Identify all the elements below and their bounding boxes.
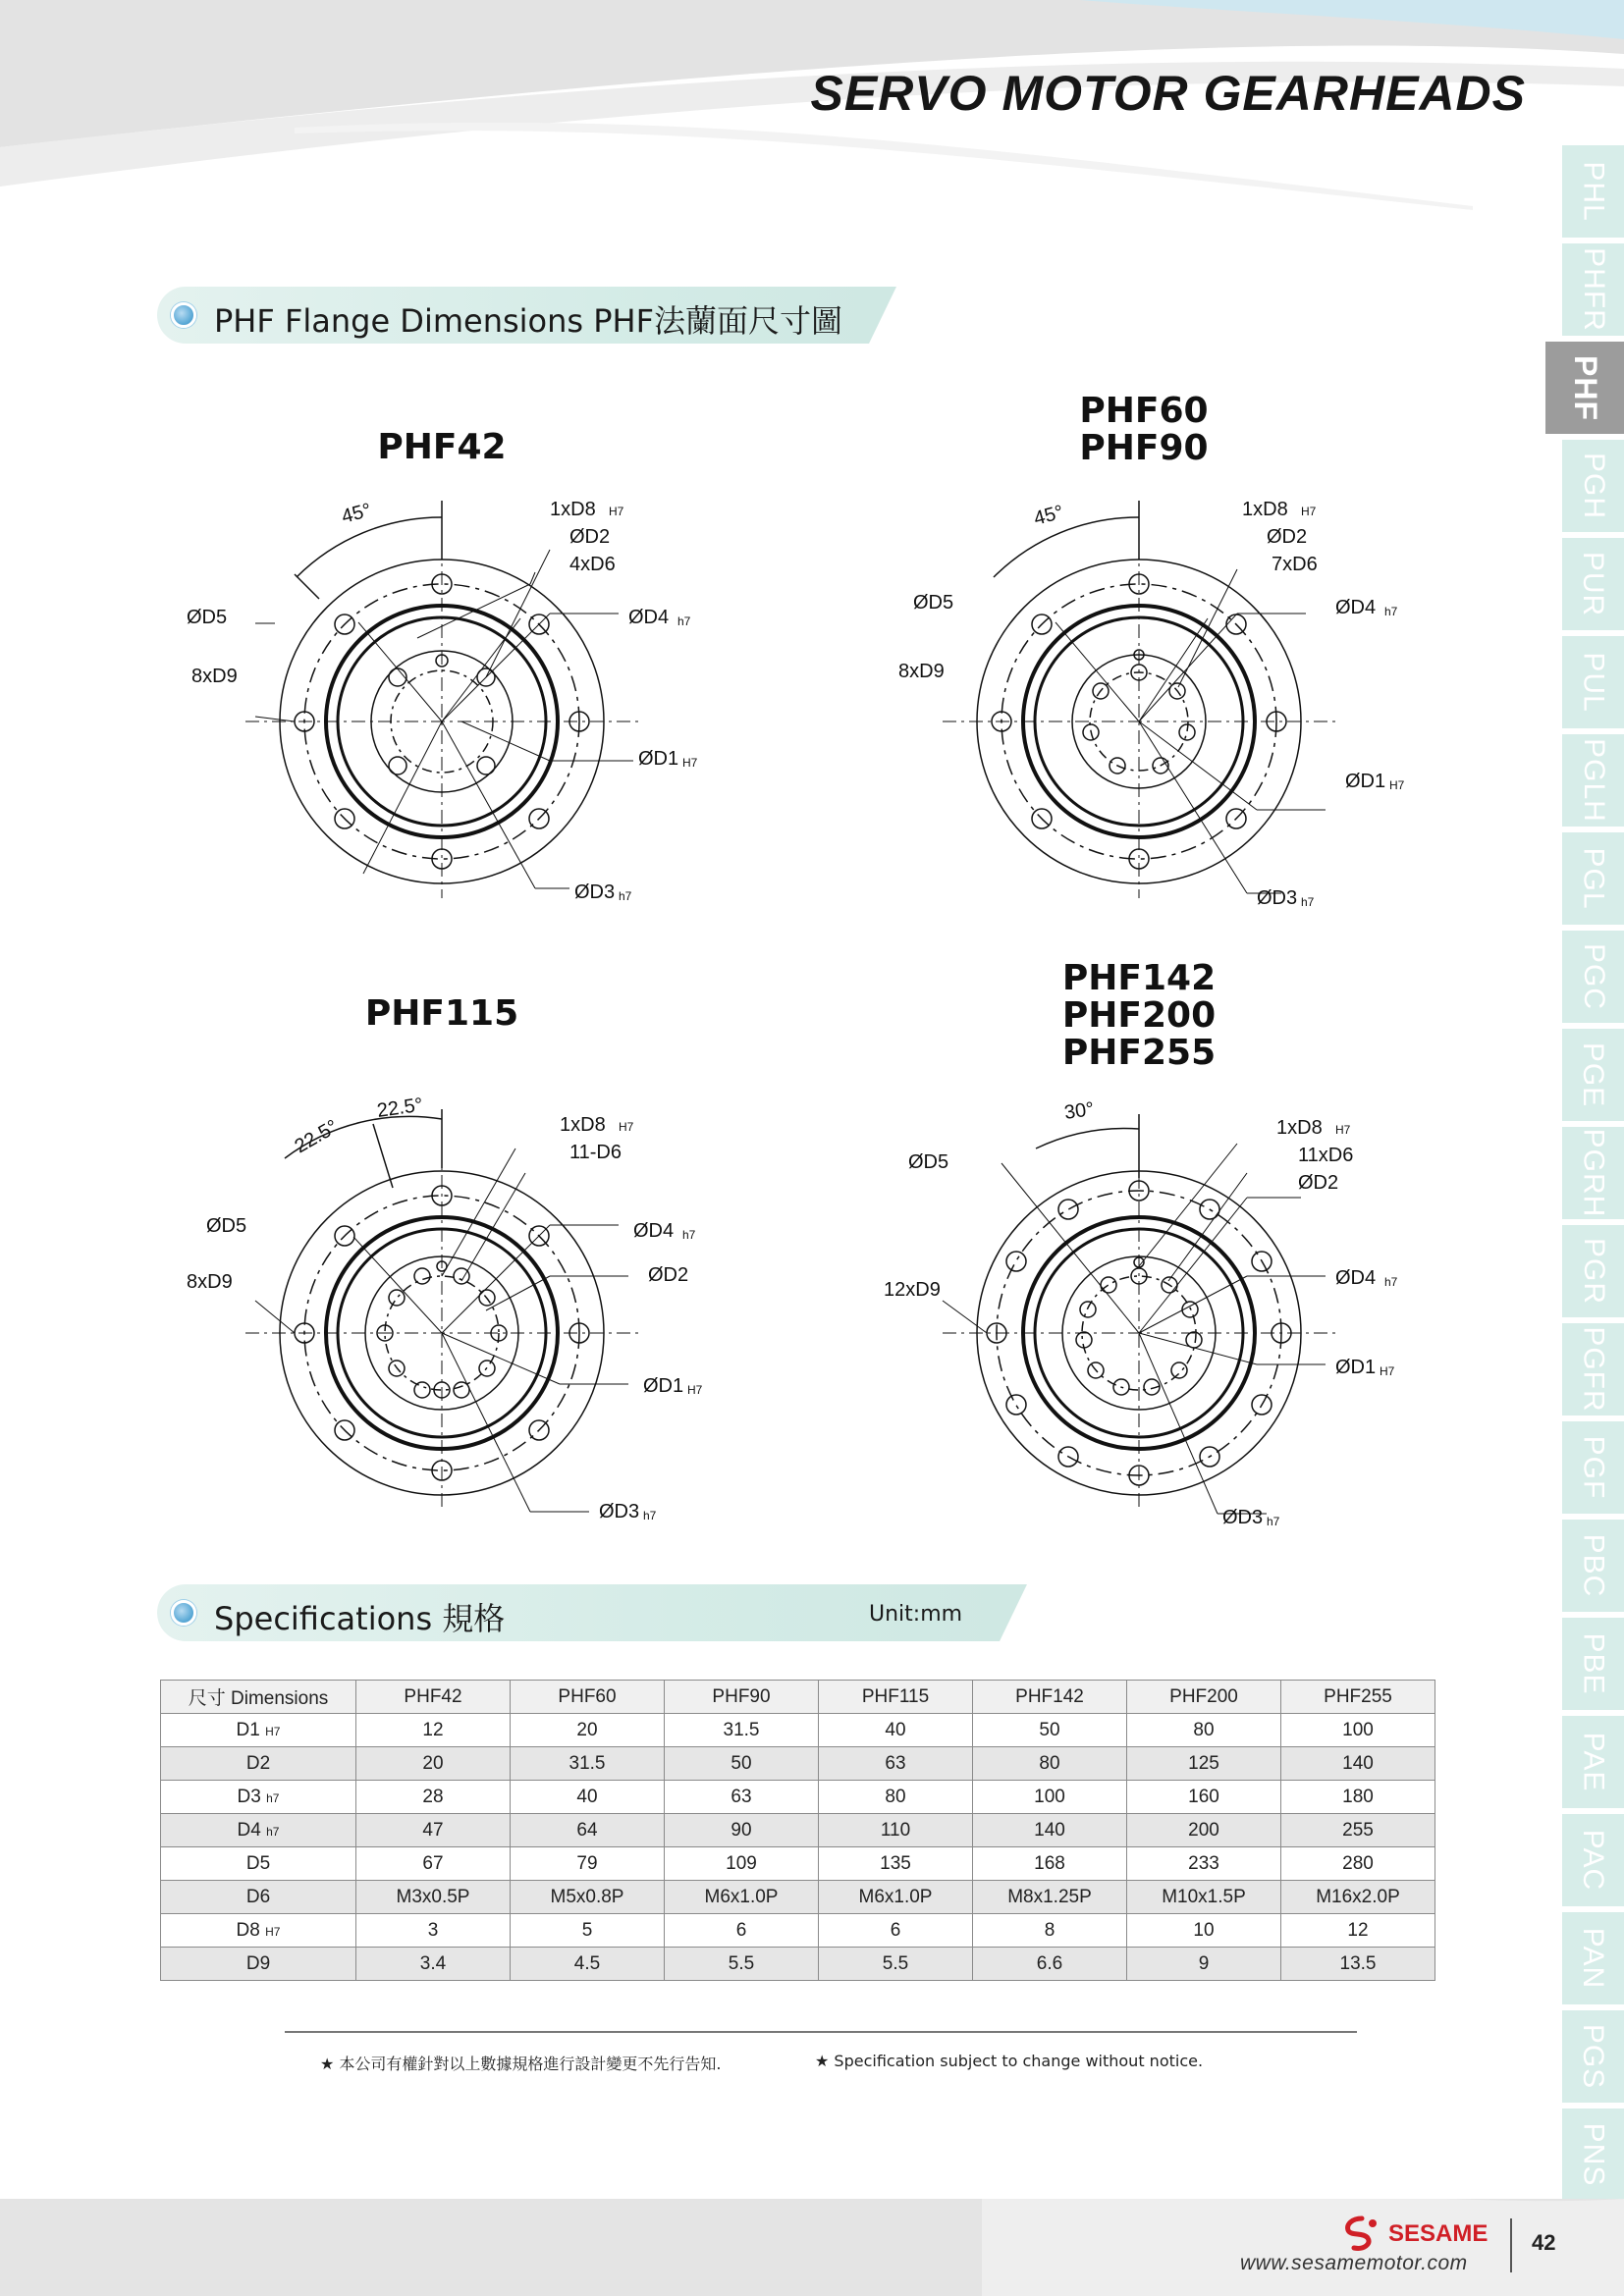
svg-text:h7: h7 — [1384, 1275, 1398, 1289]
table-cell: 67 — [356, 1847, 511, 1881]
table-cell: 100 — [1281, 1714, 1435, 1747]
row-label: D1 H7 — [161, 1714, 356, 1747]
table-cell: M3x0.5P — [356, 1881, 511, 1914]
row-label: D8 H7 — [161, 1914, 356, 1948]
tab-phl[interactable]: PHL — [1562, 145, 1624, 238]
label-d5: ØD5 — [187, 607, 228, 628]
row-label: D2 — [161, 1747, 356, 1781]
tab-pgh[interactable]: PGH — [1562, 440, 1624, 532]
label-d9: 12xD9 — [884, 1279, 941, 1301]
tab-phfr[interactable]: PHFR — [1562, 243, 1624, 336]
label-d3: ØD3 — [599, 1501, 640, 1522]
table-cell: 28 — [356, 1781, 511, 1814]
bullet-icon — [171, 1600, 196, 1626]
svg-text:H7: H7 — [1380, 1364, 1395, 1378]
sesame-logo-icon — [1340, 2215, 1383, 2254]
svg-text:H7: H7 — [1301, 505, 1317, 518]
table-row — [161, 1881, 1435, 1914]
label-d2: ØD2 — [1298, 1172, 1339, 1194]
header-title: SERVO MOTOR GEARHEADS — [810, 66, 1526, 121]
label-d1: ØD1 — [638, 748, 679, 770]
table-cell: 5.5 — [665, 1948, 819, 1981]
table-cell: 180 — [1281, 1781, 1435, 1814]
table-header-cell: PHF115 — [819, 1681, 973, 1714]
svg-text:H7: H7 — [619, 1120, 634, 1134]
label-d4: ØD4 — [1335, 597, 1377, 618]
label-d8: 1xD8 — [1276, 1117, 1323, 1139]
table-cell: 50 — [665, 1747, 819, 1781]
table-cell: 3.4 — [356, 1948, 511, 1981]
table-cell: M10x1.5P — [1127, 1881, 1281, 1914]
table-cell: 40 — [819, 1714, 973, 1747]
table-cell: 80 — [1127, 1714, 1281, 1747]
label-d1: ØD1 — [1345, 771, 1386, 792]
row-label: D9 — [161, 1948, 356, 1981]
table-cell: 5.5 — [819, 1948, 973, 1981]
table-cell: M5x0.8P — [511, 1881, 665, 1914]
table-cell: 80 — [819, 1781, 973, 1814]
brand-name: SESAME — [1388, 2220, 1489, 2247]
row-label: D4 h7 — [161, 1814, 356, 1847]
svg-text:h7: h7 — [1301, 895, 1315, 909]
tab-pgr[interactable]: PGR — [1562, 1225, 1624, 1317]
label-d8: 1xD8 — [560, 1114, 606, 1136]
drawing-phf60 — [844, 486, 1434, 923]
flange-section-title: PHF Flange Dimensions PHF法蘭面尺寸圖 — [214, 302, 843, 340]
table-row — [161, 1781, 1435, 1814]
angle-label: 45° — [1031, 501, 1066, 530]
table-cell: 4.5 — [511, 1948, 665, 1981]
label-d3: ØD3 — [1222, 1507, 1264, 1528]
table-header-cell: PHF142 — [973, 1681, 1127, 1714]
table-cell: 140 — [1281, 1747, 1435, 1781]
label-d6: 4xD6 — [569, 554, 616, 575]
flange-section-header — [157, 287, 869, 344]
tab-pul[interactable]: PUL — [1562, 636, 1624, 728]
notice-en: ★ Specification subject to change without notice. — [815, 2052, 1204, 2070]
table-cell: 140 — [973, 1814, 1127, 1847]
angle-label-2: 22.5° — [375, 1094, 425, 1122]
svg-text:h7: h7 — [619, 889, 632, 903]
table-cell: 64 — [511, 1814, 665, 1847]
tab-pglh[interactable]: PGLH — [1562, 734, 1624, 827]
table-cell: 5 — [511, 1914, 665, 1948]
tab-pbe[interactable]: PBE — [1562, 1618, 1624, 1710]
label-d5: ØD5 — [908, 1151, 949, 1173]
tab-pan[interactable]: PAN — [1562, 1912, 1624, 2004]
footer-divider — [285, 2031, 1357, 2033]
model-label-phf142-group: PHF142 PHF200 PHF255 — [1061, 958, 1217, 1073]
svg-text:h7: h7 — [643, 1509, 657, 1522]
table-cell: 63 — [819, 1747, 973, 1781]
table-cell: 109 — [665, 1847, 819, 1881]
table-cell: 6 — [665, 1914, 819, 1948]
label-d9: 8xD9 — [898, 661, 945, 682]
table-cell: 80 — [973, 1747, 1127, 1781]
tab-pgs[interactable]: PGS — [1562, 2010, 1624, 2103]
table-cell: 6 — [819, 1914, 973, 1948]
svg-text:H7: H7 — [609, 505, 624, 518]
table-cell: 50 — [973, 1714, 1127, 1747]
table-header-row — [161, 1681, 1435, 1714]
label-d3: ØD3 — [1257, 887, 1298, 909]
table-cell: 8 — [973, 1914, 1127, 1948]
notice-zh: ★ 本公司有權針對以上數據規格進行設計變更不先行告知. — [320, 2055, 722, 2073]
table-cell: 13.5 — [1281, 1948, 1435, 1981]
table-cell: 200 — [1127, 1814, 1281, 1847]
table-cell: 110 — [819, 1814, 973, 1847]
unit-label: Unit:mm — [869, 1602, 963, 1627]
row-label: D3 h7 — [161, 1781, 356, 1814]
page-separator — [1510, 2218, 1512, 2272]
table-header-cell: PHF255 — [1281, 1681, 1435, 1714]
table-cell: 6.6 — [973, 1948, 1127, 1981]
svg-text:H7: H7 — [1335, 1123, 1351, 1137]
tab-pgc[interactable]: PGC — [1562, 931, 1624, 1023]
side-tabs — [1562, 145, 1624, 2207]
svg-text:H7: H7 — [682, 756, 698, 770]
label-d8: 1xD8 — [1242, 499, 1288, 520]
tab-pgl[interactable]: PGL — [1562, 832, 1624, 925]
angle-label: 30° — [1062, 1097, 1096, 1124]
table-row — [161, 1948, 1435, 1981]
label-d1: ØD1 — [643, 1375, 684, 1397]
table-header-cell: PHF60 — [511, 1681, 665, 1714]
label-d2: ØD2 — [569, 526, 611, 548]
spec-section-header — [157, 1584, 1000, 1641]
svg-text:h7: h7 — [1384, 605, 1398, 618]
label-d4: ØD4 — [628, 607, 670, 628]
drawing-phf142 — [844, 1080, 1434, 1531]
label-d9: 8xD9 — [191, 666, 238, 687]
table-cell: 10 — [1127, 1914, 1281, 1948]
table-cell: M16x2.0P — [1281, 1881, 1435, 1914]
table-cell: 125 — [1127, 1747, 1281, 1781]
table-cell: 100 — [973, 1781, 1127, 1814]
label-d2: ØD2 — [648, 1264, 689, 1286]
svg-text:H7: H7 — [1389, 778, 1405, 792]
table-row — [161, 1914, 1435, 1948]
label-d6: 11xD6 — [1298, 1145, 1354, 1166]
row-label: D6 — [161, 1881, 356, 1914]
table-cell: 12 — [356, 1714, 511, 1747]
table-header-cell: PHF90 — [665, 1681, 819, 1714]
table-header-cell: PHF42 — [356, 1681, 511, 1714]
tab-pgfr[interactable]: PGFR — [1562, 1323, 1624, 1415]
table-cell: 255 — [1281, 1814, 1435, 1847]
table-cell: M6x1.0P — [819, 1881, 973, 1914]
label-d4: ØD4 — [633, 1220, 675, 1242]
table-cell: 47 — [356, 1814, 511, 1847]
table-cell: 168 — [973, 1847, 1127, 1881]
table-cell: 280 — [1281, 1847, 1435, 1881]
table-cell: 12 — [1281, 1914, 1435, 1948]
table-row — [161, 1847, 1435, 1881]
label-d9: 8xD9 — [187, 1271, 233, 1293]
model-label-phf60-group: PHF60 PHF90 — [1079, 391, 1209, 468]
table-cell: 40 — [511, 1781, 665, 1814]
table-cell: M6x1.0P — [665, 1881, 819, 1914]
row-label: D5 — [161, 1847, 356, 1881]
table-header-cell: PHF200 — [1127, 1681, 1281, 1714]
table-row — [161, 1714, 1435, 1747]
label-d3: ØD3 — [574, 881, 616, 903]
tab-pge[interactable]: PGE — [1562, 1029, 1624, 1121]
svg-text:h7: h7 — [677, 614, 691, 628]
label-d6: 7xD6 — [1272, 554, 1318, 575]
table-cell: M8x1.25P — [973, 1881, 1127, 1914]
table-row — [161, 1747, 1435, 1781]
table-cell: 135 — [819, 1847, 973, 1881]
label-d1: ØD1 — [1335, 1357, 1377, 1378]
drawing-phf115 — [157, 1080, 746, 1531]
table-cell: 160 — [1127, 1781, 1281, 1814]
table-cell: 90 — [665, 1814, 819, 1847]
table-cell: 3 — [356, 1914, 511, 1948]
label-d5: ØD5 — [206, 1215, 247, 1237]
svg-text:h7: h7 — [1267, 1515, 1280, 1528]
label-d2: ØD2 — [1267, 526, 1308, 548]
bullet-icon — [171, 302, 196, 328]
table-header-cell: 尺寸 Dimensions — [161, 1681, 356, 1714]
table-cell: 9 — [1127, 1948, 1281, 1981]
spec-table — [160, 1680, 1435, 1981]
table-cell: 20 — [356, 1747, 511, 1781]
drawing-phf42 — [157, 486, 746, 923]
table-cell: 79 — [511, 1847, 665, 1881]
model-label-phf42: PHF42 — [377, 427, 507, 467]
tab-pns[interactable]: PNS — [1562, 2109, 1624, 2201]
table-cell: 20 — [511, 1714, 665, 1747]
table-cell: 31.5 — [665, 1714, 819, 1747]
tab-pbc[interactable]: PBC — [1562, 1520, 1624, 1612]
model-label-phf115: PHF115 — [364, 993, 519, 1034]
svg-text:h7: h7 — [682, 1228, 696, 1242]
tab-pae[interactable]: PAE — [1562, 1716, 1624, 1808]
table-row — [161, 1814, 1435, 1847]
angle-label: 22.5° — [291, 1115, 343, 1158]
spec-section-title: Specifications 規格 — [214, 1600, 506, 1637]
tab-pgrh[interactable]: PGRH — [1562, 1127, 1624, 1219]
table-cell: 31.5 — [511, 1747, 665, 1781]
label-d8: 1xD8 — [550, 499, 596, 520]
tab-pur[interactable]: PUR — [1562, 538, 1624, 630]
angle-label: 45° — [339, 499, 374, 528]
label-d5: ØD5 — [913, 592, 954, 614]
website-link[interactable]: www.sesamemotor.com — [1240, 2252, 1468, 2274]
tab-pac[interactable]: PAC — [1562, 1814, 1624, 1906]
tab-pgf[interactable]: PGF — [1562, 1421, 1624, 1514]
label-d4: ØD4 — [1335, 1267, 1377, 1289]
label-d6: 11-D6 — [569, 1142, 622, 1163]
table-cell: 63 — [665, 1781, 819, 1814]
tab-phf[interactable]: PHF — [1545, 342, 1624, 434]
page-number: 42 — [1532, 2230, 1556, 2255]
svg-text:H7: H7 — [687, 1383, 703, 1397]
table-cell: 233 — [1127, 1847, 1281, 1881]
